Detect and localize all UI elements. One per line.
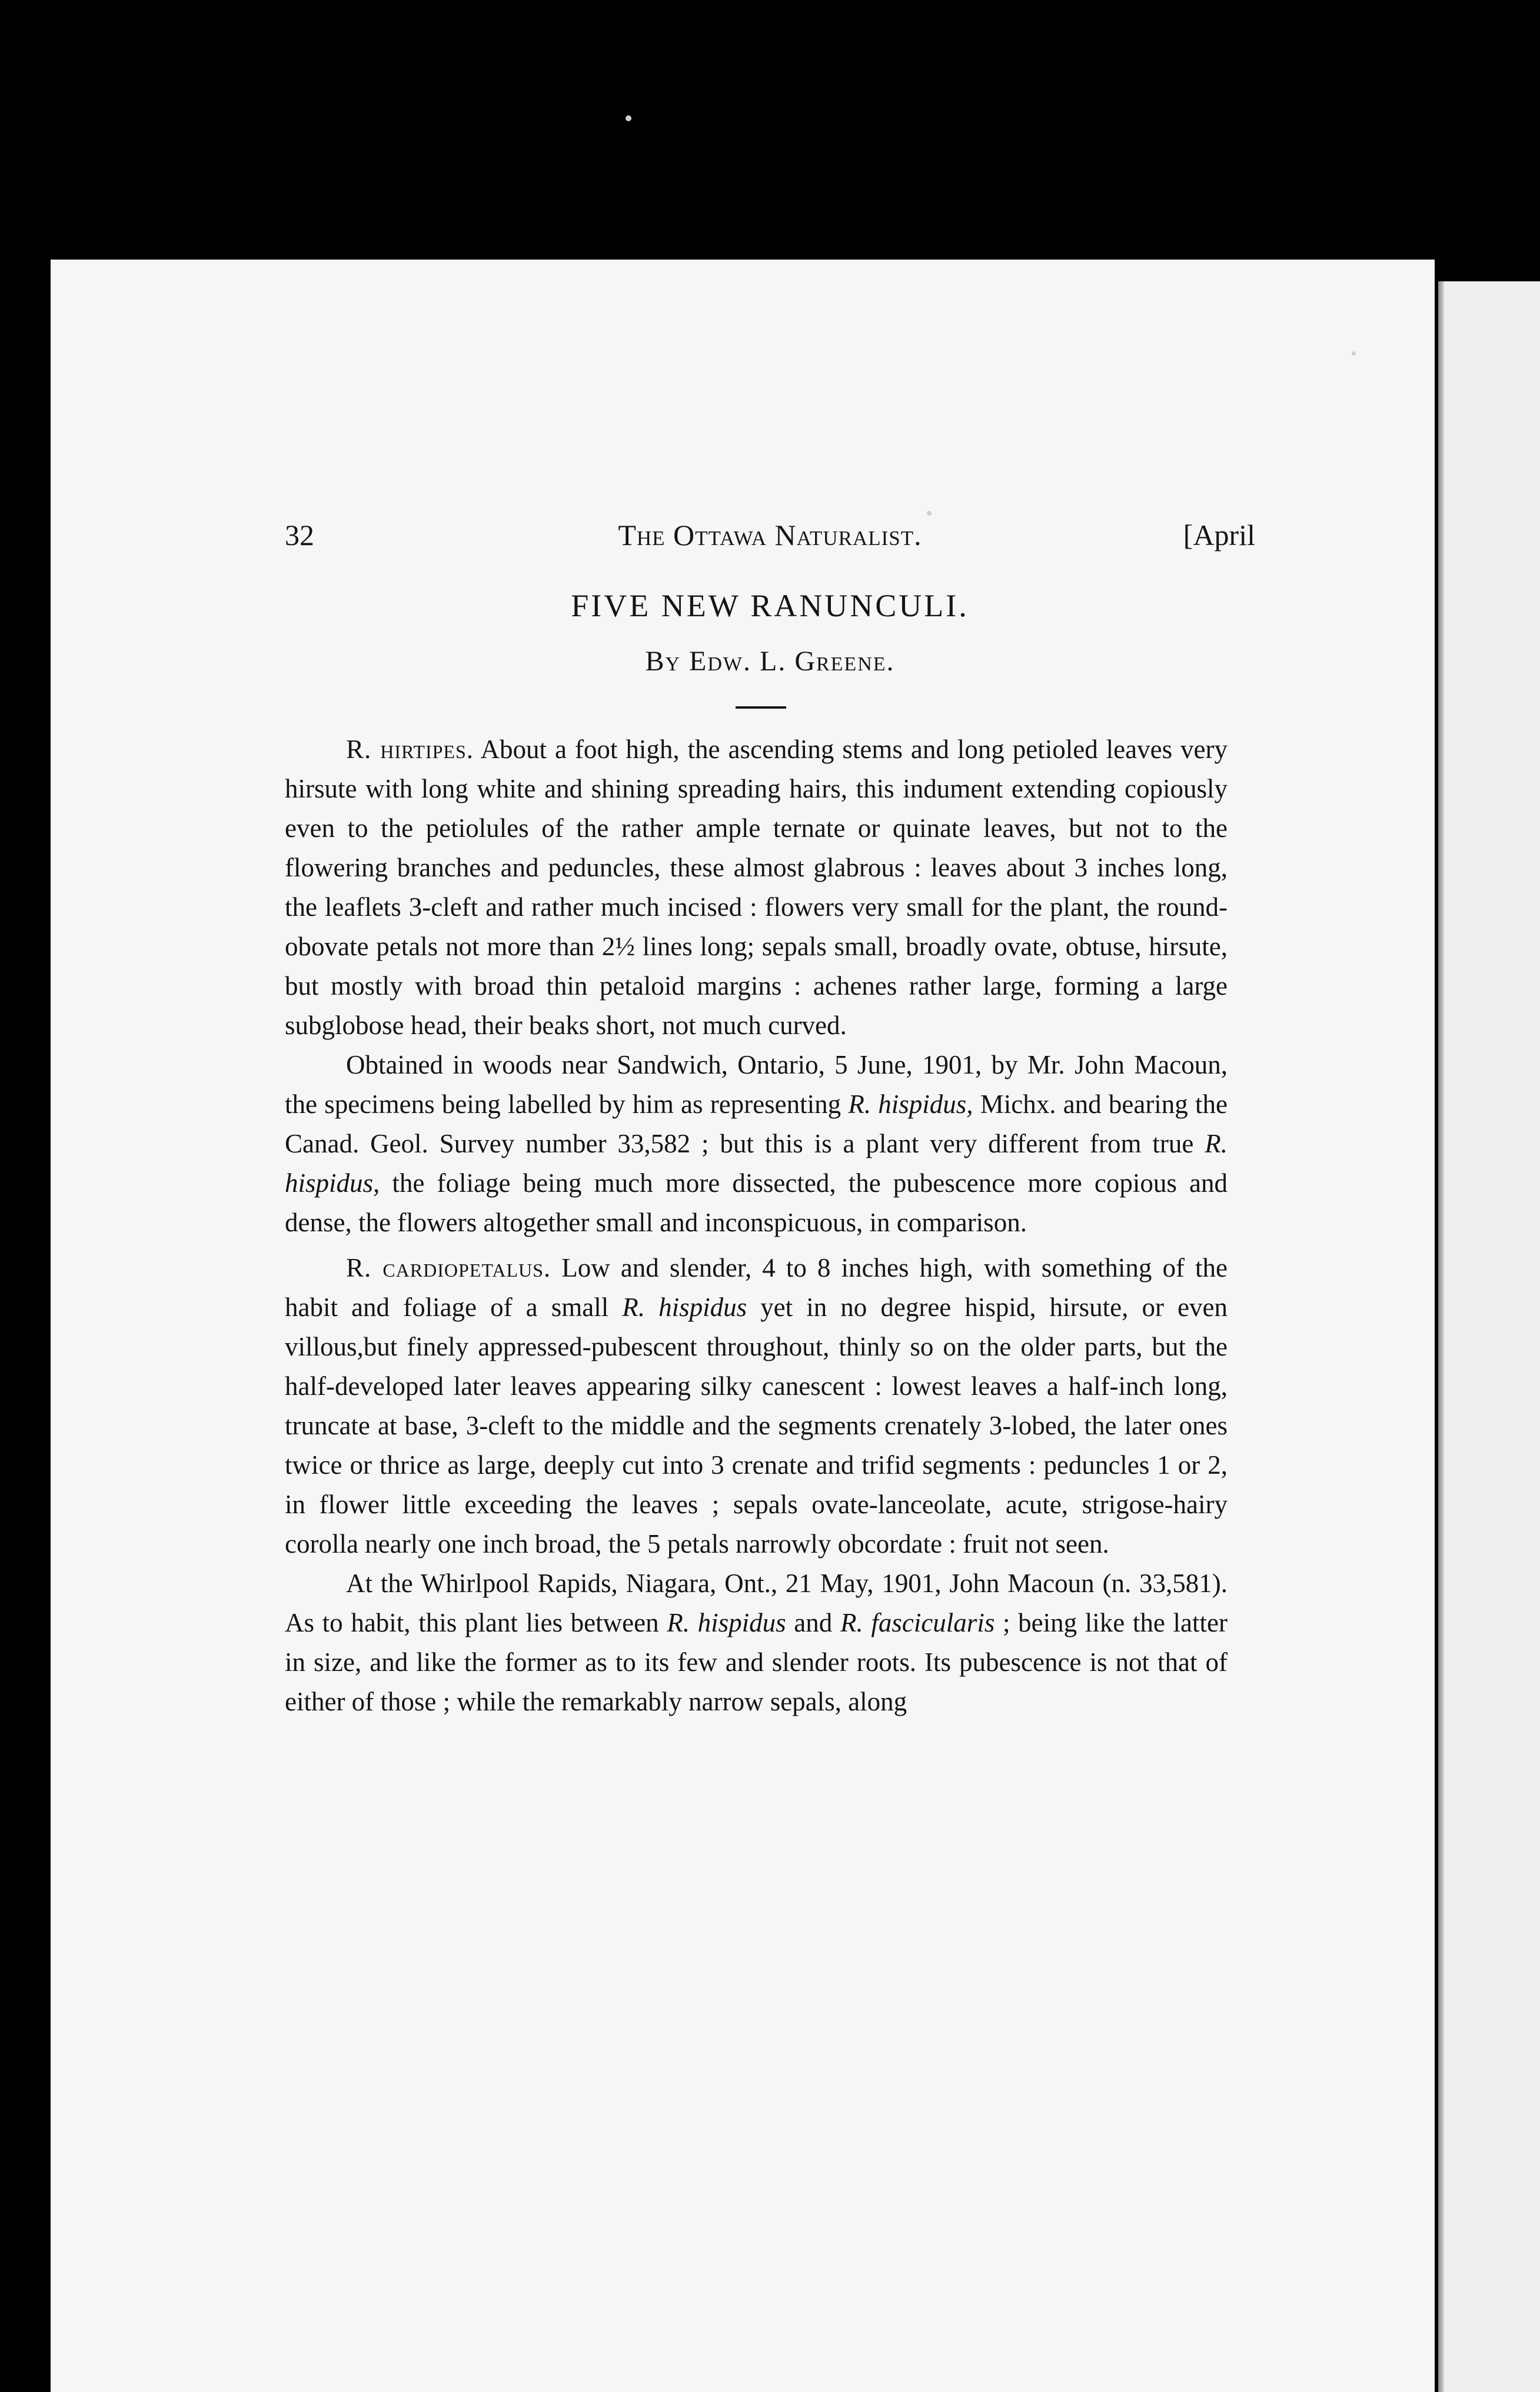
- paragraph-hirtipes-locality: [285, 1045, 1228, 1242]
- title-rule: [736, 706, 786, 709]
- issue-month: [April: [1183, 519, 1255, 552]
- paragraph-text: Low and slender, 4 to 8 inches high, with something of the habit and foliage of a small: [285, 1253, 1228, 1322]
- paragraph-text: and: [786, 1608, 840, 1637]
- dust-speck: [1352, 351, 1356, 356]
- species-name: R. cardiopetalus.: [346, 1253, 551, 1283]
- page-number: 32: [285, 519, 314, 552]
- paragraph-text: Michx. and bearing the Canad. Geol. Survey number 33,582 ; but this is a plant very different from true: [285, 1089, 1228, 1158]
- paragraph-text: At the Whirlpool Rapids, Niagara, Ont., 21 May, 1901, John Macoun (n. 33,581). As to habit, this plant lies between: [285, 1569, 1228, 1637]
- species-reference: R. hispidus,: [848, 1089, 973, 1119]
- species-name: R. hirtipes.: [346, 735, 474, 764]
- paragraph-text: ; being like the latter in size, and like the former as to its few and slender roots. Its pubescence is not that of either of those ; while the remarkably narrow sepals, along: [285, 1608, 1228, 1716]
- dust-speck: [626, 115, 631, 121]
- dust-speck: [927, 511, 932, 516]
- journal-title: The Ottawa Naturalist.: [618, 519, 922, 552]
- species-reference: R. hispidus: [667, 1608, 786, 1637]
- paragraph-text: About a foot high, the ascending stems and long petioled leaves very hirsute with long white and shining spreading hairs, this indument extending copiously even to the petiolules of the rather ample ternate or quinate leaves, but not to the flowering branches and peduncles, these almost glabrous : leaves about 3 inches long, the leaflets 3-cleft and rather much incised : flowers very small for the plant, the round-obovate petals not more than 2½ lines long; sepals small, broadly ovate, obtuse, hirsute, but mostly with broad thin petaloid margins : achenes rather large, forming a large subglobose head, their beaks short, not much curved.: [285, 735, 1228, 1040]
- paragraph-hirtipes: [285, 730, 1228, 1045]
- article-body: [285, 730, 1228, 1722]
- article-title: FIVE NEW RANUNCULI.: [571, 588, 969, 623]
- running-header: [285, 518, 1255, 559]
- paragraph-cardiopetalus-locality: [285, 1564, 1228, 1722]
- article-byline: By Edw. L. Greene.: [645, 646, 895, 677]
- species-reference: R. hispidus: [622, 1293, 747, 1322]
- species-reference: R. fascicularis: [840, 1608, 995, 1637]
- paragraph-text: the foliage being much more dissected, the pubescence more copious and dense, the flowers altogether small and inconspicuous, in comparison.: [285, 1168, 1228, 1237]
- paragraph-text: Obtained in woods near Sandwich, Ontario, 5 June, 1901, by Mr. John Macoun, the specimens being labelled by him as representing: [285, 1050, 1228, 1119]
- paragraph-text: yet in no degree hispid, hirsute, or even villous,but finely appressed-pubescent throughout, thinly so on the older parts, but the half-developed later leaves appearing silky canescent : lowest leaves a half-inch long, truncate at base, 3-cleft to the middle and the segments crenately 3-lobed, the later ones twice or thrice as large, deeply cut into 3 crenate and trifid segments : peduncles 1 or 2, in flower little exceeding the leaves ; sepals ovate-lanceolate, acute, strigose-hairy corolla nearly one inch broad, the 5 petals narrowly obcordate : fruit not seen.: [285, 1293, 1228, 1559]
- paragraph-cardiopetalus: [285, 1248, 1228, 1564]
- species-reference: R. hispidus,: [285, 1129, 1228, 1198]
